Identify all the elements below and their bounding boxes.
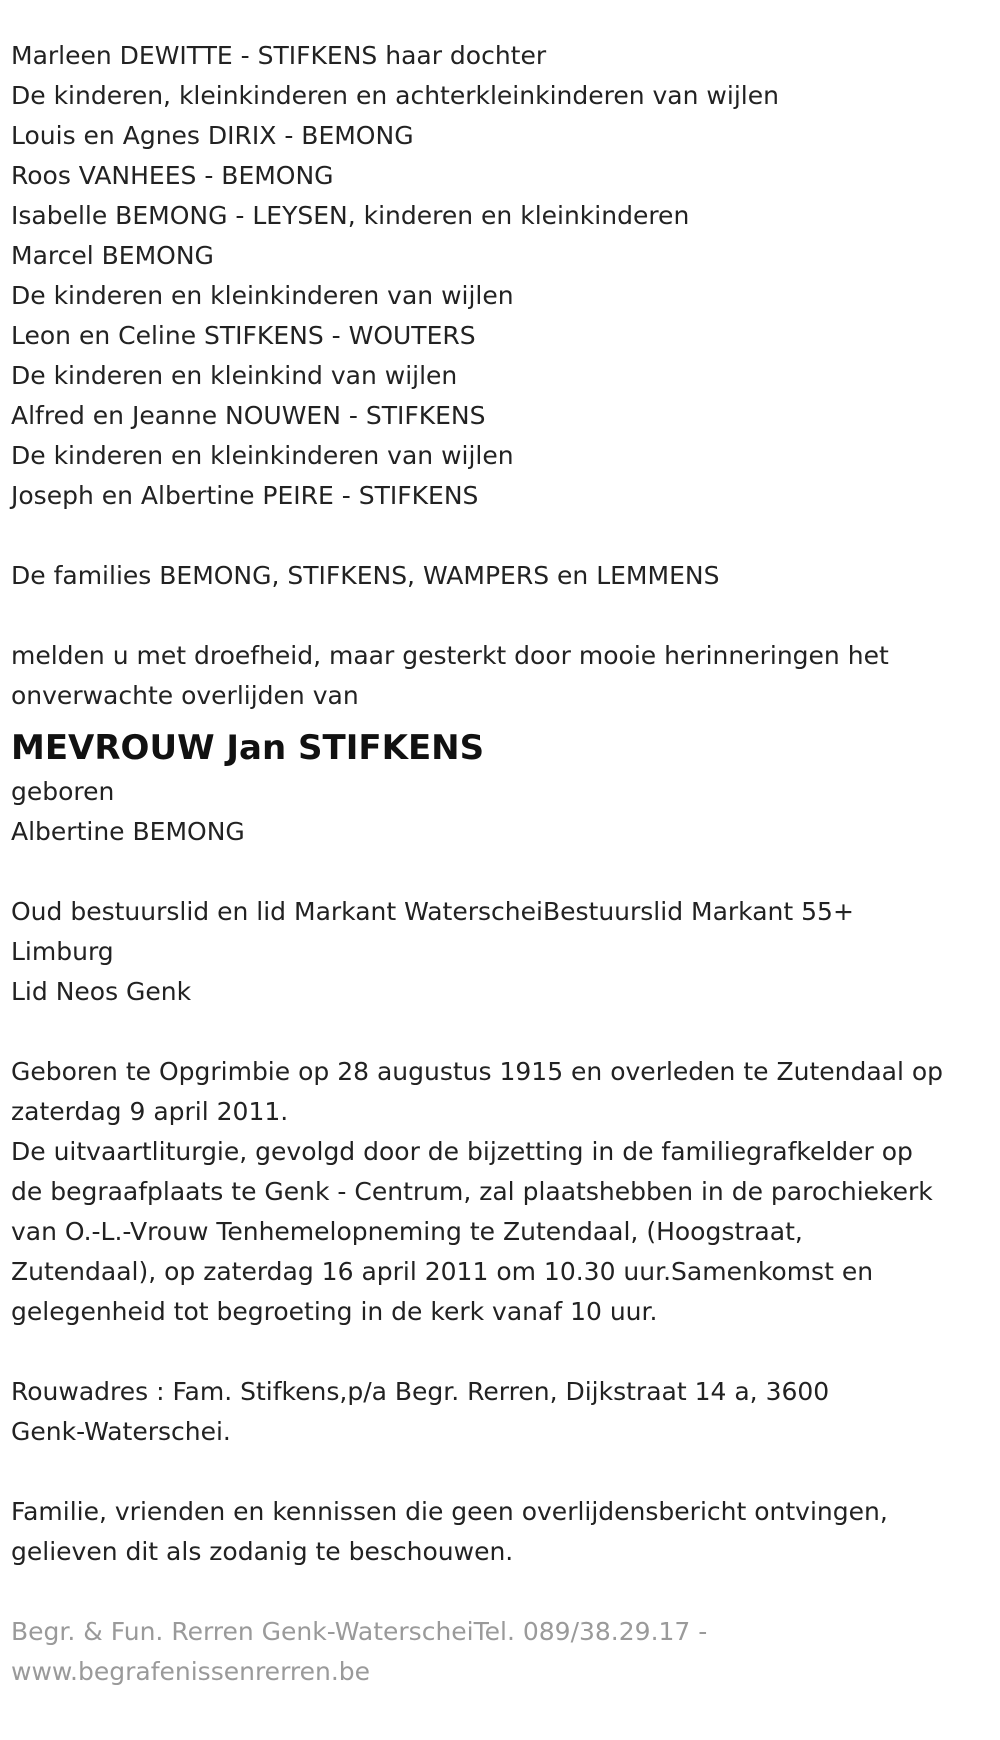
announcement-line: onverwachte overlijden van: [11, 681, 359, 710]
family-line: Joseph en Albertine PEIRE - STIFKENS: [11, 481, 479, 510]
deceased-name-title: MEVROUW Jan STIFKENS: [11, 728, 485, 768]
family-line: Alfred en Jeanne NOUWEN - STIFKENS: [11, 401, 486, 430]
funeral-home-footer: [11, 1612, 988, 1692]
announcement-line: melden u met droefheid, maar gesterkt door mooie herinneringen het: [11, 641, 889, 670]
details-line: De uitvaartliturgie, gevolgd door de bijzetting in de familiegrafkelder op: [11, 1137, 913, 1166]
families-line: De families BEMONG, STIFKENS, WAMPERS en LEMMENS: [11, 561, 720, 590]
details-line: Geboren te Opgrimbie op 28 augustus 1915 en overleden te Zutendaal op: [11, 1057, 944, 1086]
membership-line: Oud bestuurslid en lid Markant WaterscheiBestuurslid Markant 55+: [11, 897, 854, 926]
family-line: De kinderen en kleinkinderen van wijlen: [11, 441, 514, 470]
closing-line: gelieven dit als zodanig te beschouwen.: [11, 1537, 514, 1566]
address-line: Rouwadres : Fam. Stifkens,p/a Begr. Rerren, Dijkstraat 14 a, 3600: [11, 1377, 830, 1406]
details-line: zaterdag 9 april 2011.: [11, 1097, 289, 1126]
membership-line: Lid Neos Genk: [11, 977, 192, 1006]
footer-contact: Begr. & Fun. Rerren Genk-WaterscheiTel. 089/38.29.17 -: [11, 1617, 708, 1646]
birth-name: Albertine BEMONG: [11, 817, 245, 846]
family-line: Leon en Celine STIFKENS - WOUTERS: [11, 321, 476, 350]
funeral-details: [11, 1052, 988, 1332]
details-line: gelegenheid tot begroeting in de kerk vanaf 10 uur.: [11, 1297, 658, 1326]
address-line: Genk-Waterschei.: [11, 1417, 231, 1446]
details-line: Zutendaal), op zaterdag 16 april 2011 om 10.30 uur.Samenkomst en: [11, 1257, 874, 1286]
family-line: De kinderen, kleinkinderen en achterkleinkinderen van wijlen: [11, 81, 779, 110]
announcement: [11, 636, 988, 716]
family-line: De kinderen en kleinkinderen van wijlen: [11, 281, 514, 310]
family-line: Isabelle BEMONG - LEYSEN, kinderen en kleinkinderen: [11, 201, 690, 230]
family-line: Marleen DEWITTE - STIFKENS haar dochter: [11, 41, 547, 70]
closing-line: Familie, vrienden en kennissen die geen overlijdensbericht ontvingen,: [11, 1497, 888, 1526]
details-line: de begraafplaats te Genk - Centrum, zal plaatshebben in de parochiekerk: [11, 1177, 933, 1206]
family-line: Roos VANHEES - BEMONG: [11, 161, 334, 190]
born-label: geboren: [11, 777, 115, 806]
closing-note: [11, 1492, 988, 1572]
footer-website: www.begrafenissenrerren.be: [11, 1657, 371, 1686]
details-line: van O.-L.-Vrouw Tenhemelopneming te Zutendaal, (Hoogstraat,: [11, 1217, 803, 1246]
membership-line: Limburg: [11, 937, 114, 966]
memberships: [11, 892, 988, 1012]
family-line: Marcel BEMONG: [11, 241, 214, 270]
family-line: De kinderen en kleinkind van wijlen: [11, 361, 458, 390]
mourning-address: [11, 1372, 988, 1452]
family-list: [11, 36, 988, 516]
family-line: Louis en Agnes DIRIX - BEMONG: [11, 121, 414, 150]
